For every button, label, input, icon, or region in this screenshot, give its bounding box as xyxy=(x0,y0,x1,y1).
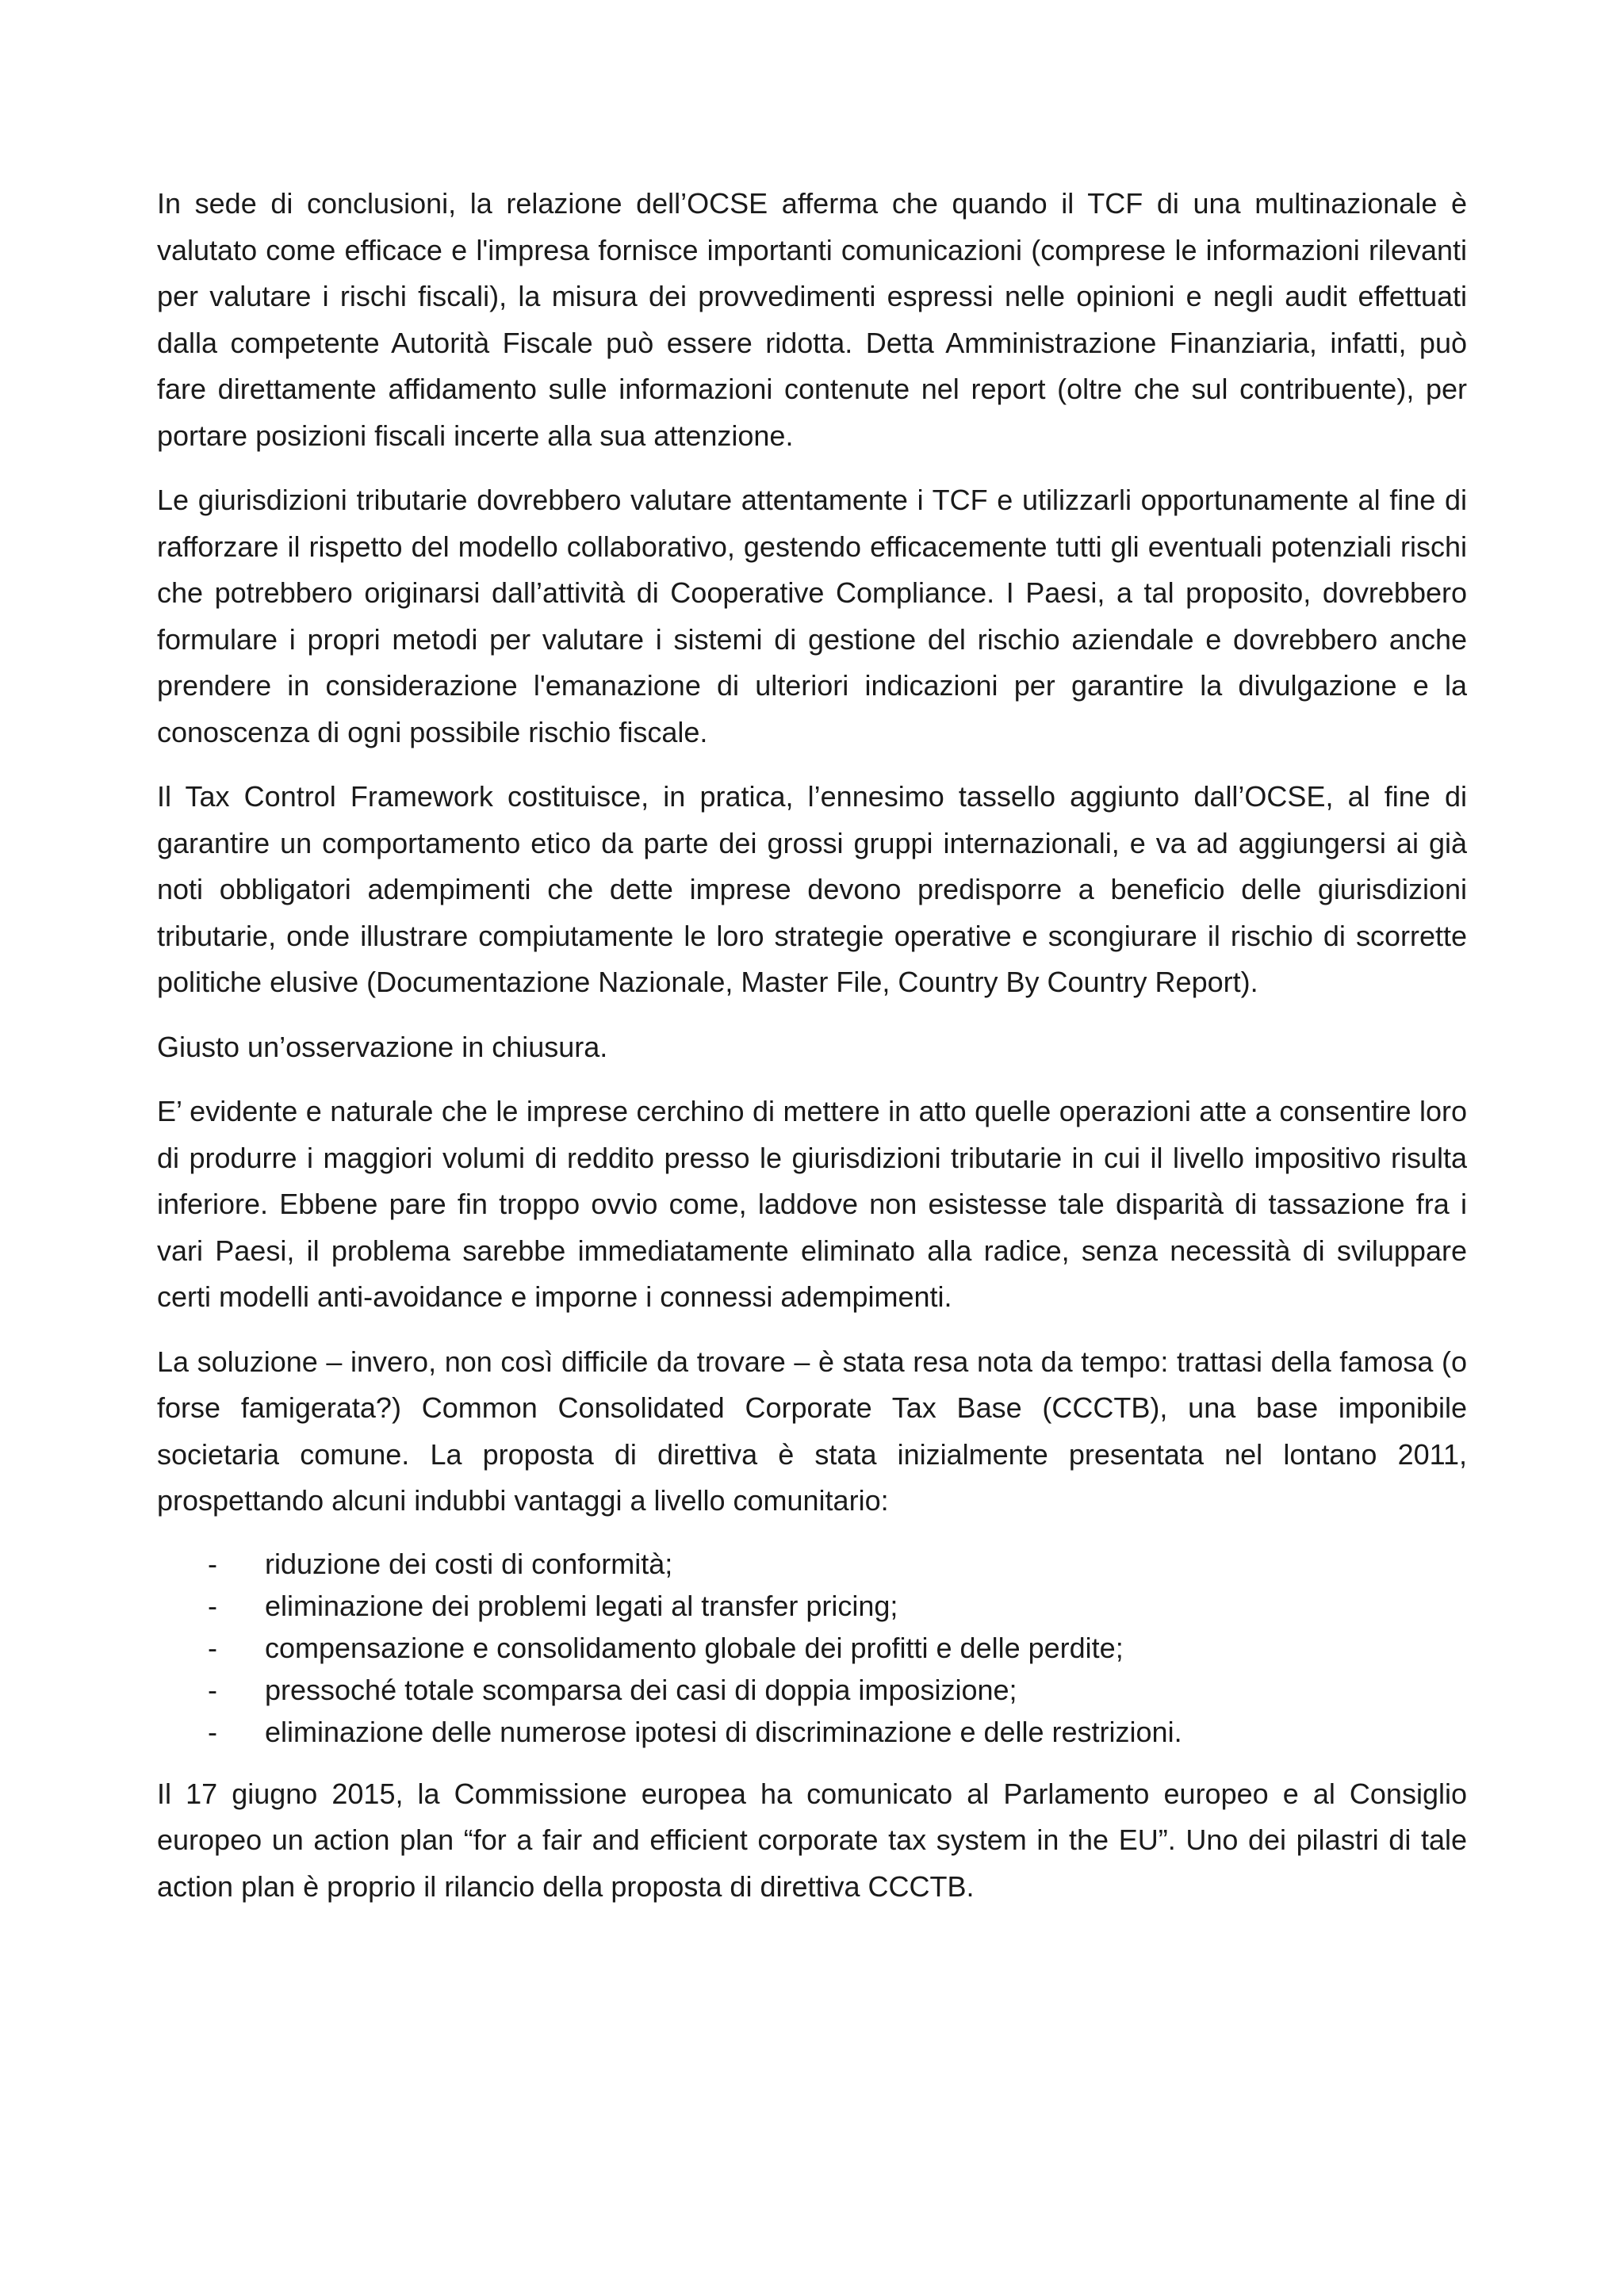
list-item xyxy=(157,1669,1467,1711)
paragraph-ccctb-solution: La soluzione – invero, non così difficile da trovare – è stata resa nota da tempo: trattasi della famosa (o forse famigerata?) Common Consolidated Corporate Tax Base (CCCTB), una base imponibile societaria comune. La proposta di direttiva è stata inizialmente presentata nel lontano 2011, prospettando alcuni indubbi vantaggi a livello comunitario: xyxy=(157,1345,1467,1517)
list-item xyxy=(157,1543,1467,1585)
list-item-text: eliminazione dei problemi legati al transfer pricing; xyxy=(265,1589,898,1622)
list-item-text: pressoché totale scomparsa dei casi di doppia imposizione; xyxy=(265,1673,1017,1706)
list-item xyxy=(157,1585,1467,1627)
list-item-text: compensazione e consolidamento globale dei profitti e delle perdite; xyxy=(265,1631,1124,1664)
bullet-dash: - xyxy=(208,1673,217,1706)
list-item xyxy=(157,1711,1467,1753)
paragraph-tax-jurisdictions: Le giurisdizioni tributarie dovrebbero valutare attentamente i TCF e utilizzarli opportunamente al fine di rafforzare il rispetto del modello collaborativo, gestendo efficacemente tutti gli eventuali potenziali rischi che potrebbero originarsi dall’attività di Cooperative Compliance. I Paesi, a tal proposito, dovrebbero formulare i propri metodi per valutare i sistemi di gestione del rischio aziendale e dovrebbero anche prendere in considerazione l'emanazione di ulteriori indicazioni per garantire la divulgazione e la conoscenza di ogni possibile rischio fiscale. xyxy=(157,484,1467,748)
paragraph-ocse-conclusions: In sede di conclusioni, la relazione dell’OCSE afferma che quando il TCF di una multinazionale è valutato come efficace e l'impresa fornisce importanti comunicazioni (comprese le informazioni rilevanti per valutare i rischi fiscali), la misura dei provvedimenti espressi nelle opinioni e negli audit effettuati dalla competente Autorità Fiscale può essere ridotta. Detta Amministrazione Finanziaria, infatti, può fare direttamente affidamento sulle informazioni contenute nel report (oltre che sul contribuente), per portare posizioni fiscali incerte alla sua attenzione. xyxy=(157,187,1467,452)
list-item-text: riduzione dei costi di conformità; xyxy=(265,1547,673,1580)
paragraph-closing-remark: Giusto un’osservazione in chiusura. xyxy=(157,1030,608,1063)
document-page xyxy=(157,181,1467,1928)
paragraph-tax-disparity: E’ evidente e naturale che le imprese cerchino di mettere in atto quelle operazioni atte a consentire loro di produrre i maggiori volumi di reddito presso le giurisdizioni tributarie in cui il livello impositivo risulta inferiore. Ebbene pare fin troppo ovvio come, laddove non esistesse tale disparità di tassazione fra i vari Paesi, il problema sarebbe immediatamente eliminato alla radice, senza necessità di sviluppare certi modelli anti-avoidance e imporne i connessi adempimenti. xyxy=(157,1095,1467,1313)
paragraph-tax-control-framework: Il Tax Control Framework costituisce, in pratica, l’ennesimo tassello aggiunto dall’OCSE, al fine di garantire un comportamento etico da parte dei grossi gruppi internazionali, e va ad aggiungersi ai già noti obbligatori adempimenti che dette imprese devono predisporre a beneficio delle giurisdizioni tributarie, onde illustrare compiutamente le loro strategie operative e scongiurare il rischio di scorrette politiche elusive (Documentazione Nazionale, Master File, Country By Country Report). xyxy=(157,780,1467,998)
bullet-dash: - xyxy=(208,1547,217,1580)
bullet-dash: - xyxy=(208,1631,217,1664)
bullet-dash: - xyxy=(208,1715,217,1748)
list-item-text: eliminazione delle numerose ipotesi di discriminazione e delle restrizioni. xyxy=(265,1715,1182,1748)
advantages-list xyxy=(157,1543,1467,1753)
bullet-dash: - xyxy=(208,1589,217,1622)
list-item xyxy=(157,1627,1467,1669)
paragraph-action-plan: Il 17 giugno 2015, la Commissione europea ha comunicato al Parlamento europeo e al Consiglio europeo un action plan “for a fair and efficient corporate tax system in the EU”. Uno dei pilastri di tale action plan è proprio il rilancio della proposta di direttiva CCCTB. xyxy=(157,1777,1467,1903)
